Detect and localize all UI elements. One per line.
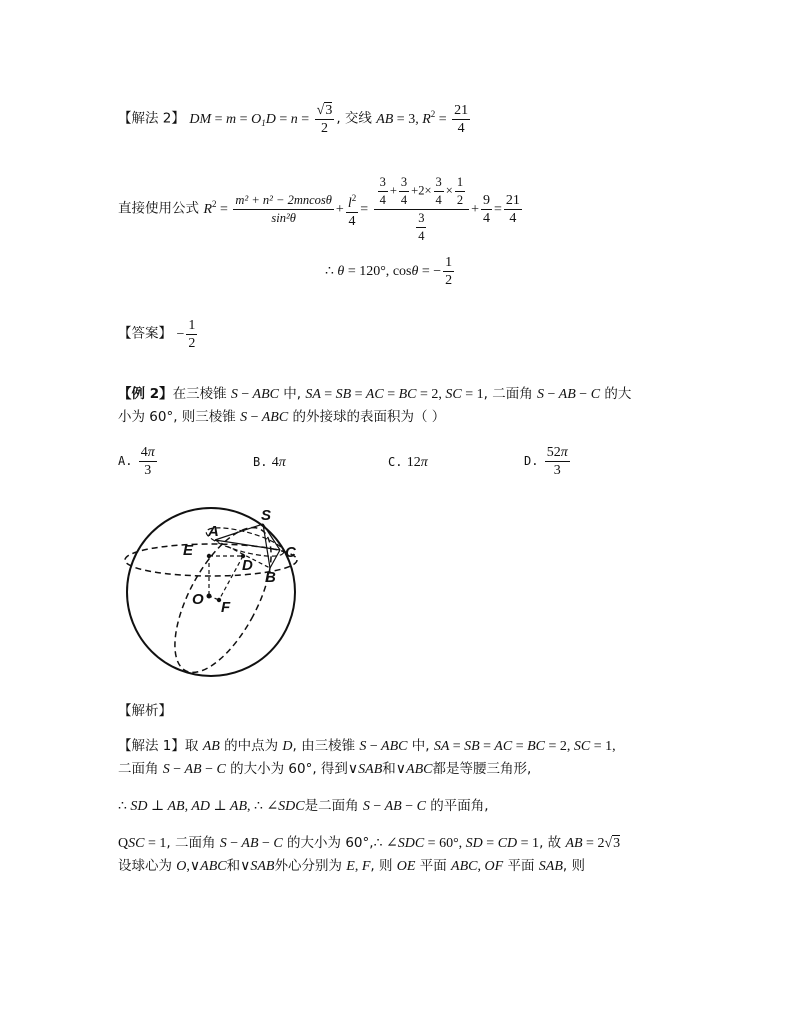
- example2-line2: 小为 60°, 则三棱锥 S − ABC 的外接球的表面积为（ ）: [118, 409, 446, 425]
- label-O: O: [192, 591, 204, 608]
- tilted-ellipse: [155, 513, 290, 680]
- label-C: C: [285, 544, 296, 561]
- segment-DF: [219, 556, 243, 600]
- method1-label: 【解法 1】: [118, 738, 185, 754]
- analysis-label-line: [118, 702, 172, 720]
- point-E: [207, 554, 211, 558]
- point-O: [207, 594, 212, 599]
- choice-d[interactable]: D. $\frac{52\pi}{3}$: [524, 445, 568, 478]
- method2-label: 【解法 2】: [118, 110, 185, 127]
- label-B: B: [265, 569, 276, 586]
- analysis-line5: 设球心为 O,∨ABC和∨SAB外心分别为 E, F, 则 OE 平面 ABC, OF 平面 SAB, 则: [118, 858, 585, 874]
- label-F: F: [221, 599, 231, 616]
- sphere-figure: [115, 500, 315, 680]
- analysis-line4: QSC = 1, 二面角 S − AB − C 的大小为 60°,∴ ∠SDC = 60°, SD = CD = 1, 故 AB = 2√3: [118, 835, 621, 851]
- choice-c[interactable]: C. 12π: [388, 455, 428, 470]
- label-E: E: [183, 542, 194, 559]
- choice-a[interactable]: A. $\frac{4\pi}{3}$: [118, 445, 155, 478]
- method2-result-line: [325, 255, 456, 288]
- answer-line: [118, 318, 199, 351]
- analysis-line1: 【解法 1】取 AB 的中点为 D, 由三棱锥 S − ABC 中, SA = SB = AC = BC = 2, SC = 1,: [118, 738, 616, 754]
- answer-label: 【答案】: [118, 325, 172, 342]
- formula-expression: $R^2$ = $\frac{\text{m² + n² − 2mncosθ}}{\text{sin²θ}}$ + $\frac{l^2}{4}$ = $\frac{3}{4}$ + $\frac{3}{4}$ +2× $\frac{3}{4}$ × $\frac{1}{2}$ $\frac{3}{4}$ + $\frac{9}{4}$ = $\frac{21}{4}$: [203, 175, 520, 243]
- method2-given-expression: DM = $m = O_1D = n$ = $\frac{√3}{2}$: [189, 103, 333, 136]
- method2-formula-line: [118, 175, 524, 244]
- choice-b[interactable]: B. 4π: [253, 455, 286, 470]
- analysis-line2: 二面角 S − AB − C 的大小为 60°, 得到∨SAB和∨ABC都是等腰三角形,: [118, 761, 532, 777]
- label-A: A: [208, 523, 219, 540]
- method2-given-line: 【解法 2】 DM = $m = O_1D = n$ = $\frac{√3}{2}$ , 交线 AB = 3, $R^2$ = $\frac{21}{4}$: [118, 103, 469, 136]
- analysis-label: 【解析】: [118, 703, 172, 719]
- segment-SA: [215, 524, 263, 540]
- formula-lead: 直接使用公式: [118, 200, 199, 217]
- result-expression: ∴ θ = 120°, cosθ = − $\frac{1}{2}$: [325, 255, 453, 288]
- answer-value: − $\frac{1}{2}$: [176, 318, 196, 351]
- example2-line1: 【例 2】在三棱锥 S − ABC 中, SA = SB = AC = BC = 2, SC = 1, 二面角 S − AB − C 的大: [118, 386, 632, 402]
- label-D: D: [242, 557, 253, 574]
- example2-label: 【例 2】: [118, 386, 173, 402]
- label-S: S: [261, 507, 272, 524]
- analysis-line3: ∴ SD ⊥ AB, AD ⊥ AB, ∴ ∠SDC是二面角 S − AB − C 的平面角,: [118, 798, 489, 814]
